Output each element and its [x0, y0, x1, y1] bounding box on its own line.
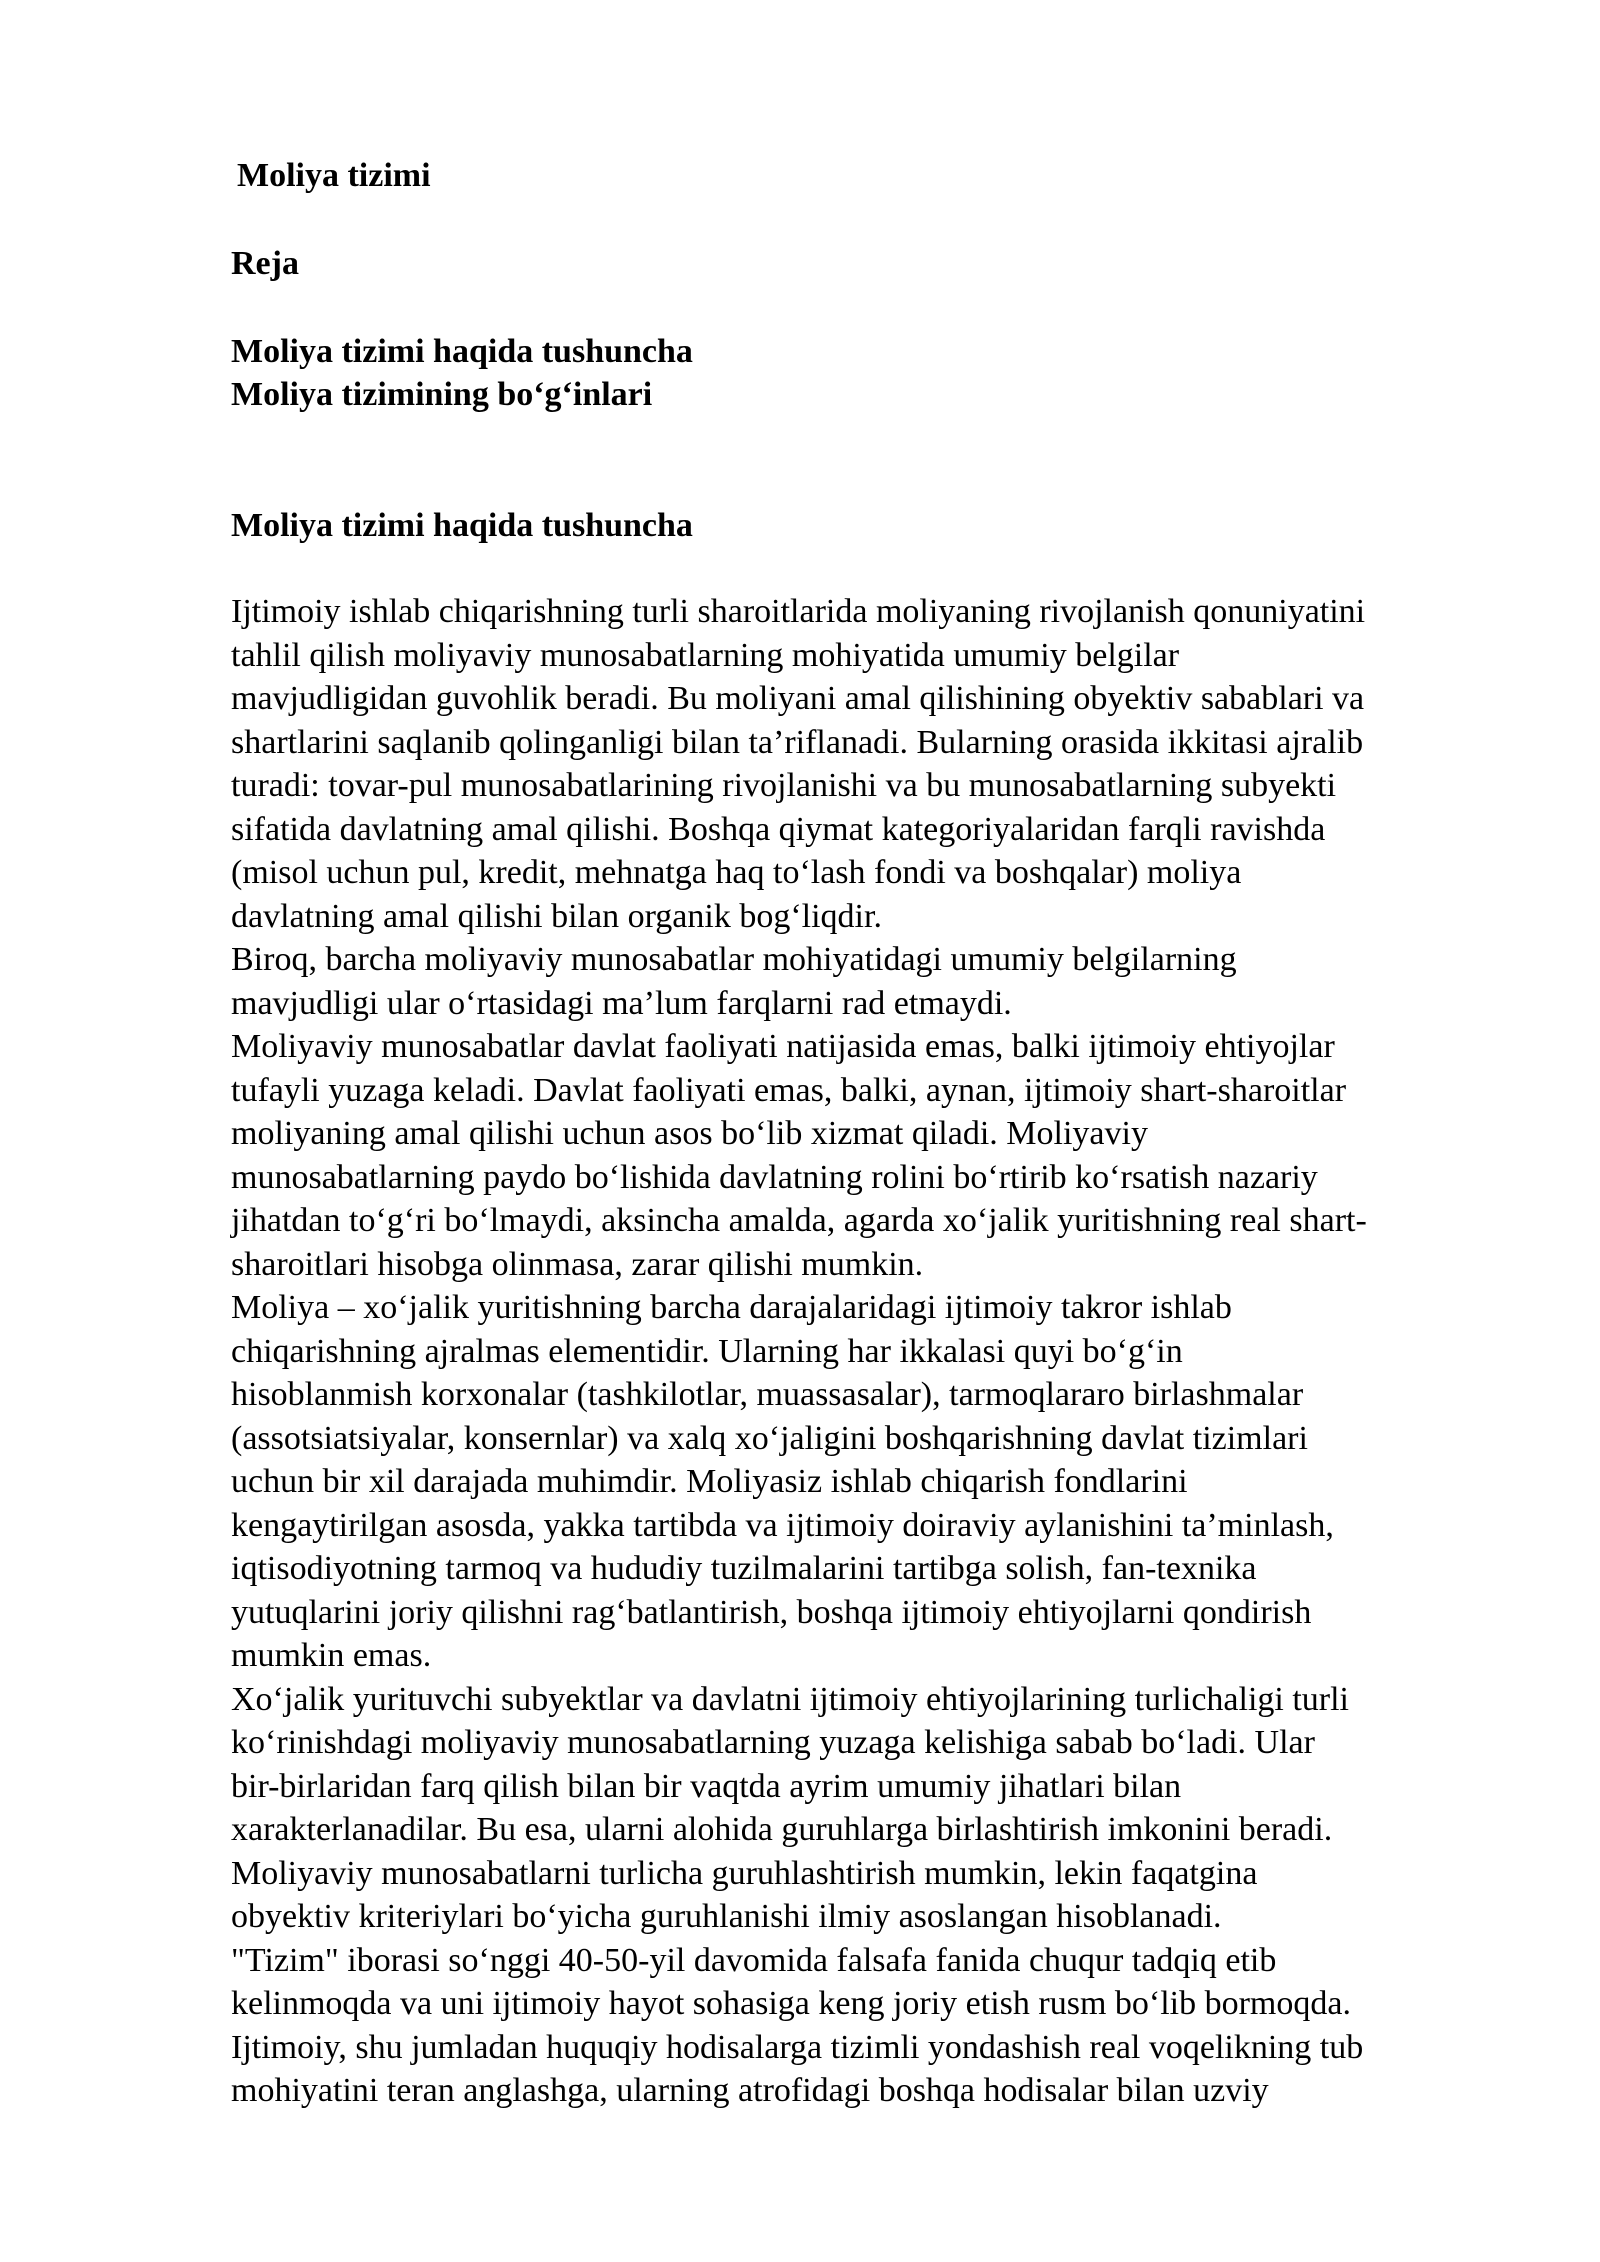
- body-line: Ijtimoiy ishlab chiqarishning turli sharoitlarida moliyaning rivojlanish qonuniyatini: [231, 593, 1366, 630]
- body-line: bir-birlaridan farq qilish bilan bir vaqtda ayrim umumiy jihatlari bilan: [231, 1767, 1182, 1805]
- body-line: moliyaning amal qilishi uchun asos bo‘lib xizmat qiladi. Moliyaviy: [231, 1115, 1148, 1152]
- body-line: (misol uchun pul, kredit, mehnatga haq to‘lash fondi va boshqalar) moliya: [231, 854, 1242, 891]
- body-line: davlatning amal qilishi bilan organik bog‘liqdir.: [231, 897, 882, 935]
- body-line: mavjudligidan guvohlik beradi. Bu moliyani amal qilishining obyektiv sabablari va: [231, 680, 1365, 717]
- body-line: mohiyatini teran anglashga, ularning atrofidagi boshqa hodisalar bilan uzviy: [231, 2072, 1269, 2109]
- body-line: Ijtimoiy, shu jumladan huquqiy hodisalarga tizimli yondashish real voqelikning tub: [231, 2028, 1364, 2066]
- body-line: hisoblanmish korxonalar (tashkilotlar, muassasalar), tarmoqlararo birlashmalar: [231, 1376, 1304, 1413]
- body-line: (assotsiatsiyalar, konsernlar) va xalq xo‘jaligini boshqarishning davlat tizimlari: [231, 1419, 1308, 1457]
- body-line: "Tizim" iborasi so‘nggi 40-50-yil davomida falsafa fanida chuqur tadqiq etib: [231, 1941, 1277, 1979]
- body-line: Xo‘jalik yurituvchi subyektlar va davlatni ijtimoiy ehtiyojlarining turlichaligi turli: [231, 1680, 1349, 1718]
- section-heading: Moliya tizimi haqida tushuncha: [231, 507, 693, 544]
- body-line: mumkin emas.: [231, 1637, 432, 1674]
- body-line: yutuqlarini joriy qilishni rag‘batlantirish, boshqa ijtimoiy ehtiyojlarni qondirish: [231, 1593, 1312, 1631]
- body-line: obyektiv kriteriylari bo‘yicha guruhlanishi ilmiy asoslangan hisoblanadi.: [231, 1898, 1222, 1935]
- plan-item-2: Moliya tizimining bo‘g‘inlari: [231, 376, 653, 413]
- body-line: tahlil qilish moliyaviy munosabatlarning mohiyatida umumiy belgilar: [231, 636, 1180, 674]
- body-line: Moliya – xo‘jalik yuritishning barcha darajalaridagi ijtimoiy takror ishlab: [231, 1289, 1232, 1326]
- plan-heading: Reja: [231, 245, 299, 282]
- body-line: munosabatlarning paydo bo‘lishida davlatning rolini bo‘rtirib ko‘rsatish nazariy: [231, 1158, 1318, 1196]
- body-line: turadi: tovar-pul munosabatlarining rivojlanishi va bu munosabatlarning subyekti: [231, 767, 1337, 804]
- body-line: ko‘rinishdagi moliyaviy munosabatlarning yuzaga kelishiga sabab bo‘ladi. Ular: [231, 1724, 1315, 1761]
- plan-item-1: Moliya tizimi haqida tushuncha: [231, 333, 693, 370]
- body-line: sharoitlari hisobga olinmasa, zarar qilishi mumkin.: [231, 1245, 924, 1283]
- body-line: mavjudligi ular o‘rtasidagi ma’lum farqlarni rad etmaydi.: [231, 984, 1012, 1022]
- document-title: Moliya tizimi: [237, 157, 431, 194]
- body-line: sifatida davlatning amal qilishi. Boshqa qiymat kategoriyalaridan farqli ravishda: [231, 810, 1326, 848]
- body-line: Biroq, barcha moliyaviy munosabatlar mohiyatidagi umumiy belgilarning: [231, 941, 1237, 978]
- body-line: chiqarishning ajralmas elementidir. Ularning har ikkalasi quyi bo‘g‘in: [231, 1332, 1183, 1370]
- body-line: Moliyaviy munosabatlarni turlicha guruhlashtirish mumkin, lekin faqatgina: [231, 1854, 1258, 1892]
- body-line: tufayli yuzaga keladi. Davlat faoliyati emas, balki, aynan, ijtimoiy shart-sharoitlar: [231, 1071, 1347, 1109]
- body-text: [231, 590, 1521, 2113]
- body-line: shartlarini saqlanib qolinganligi bilan ta’riflanadi. Bularning orasida ikkitasi ajralib: [231, 723, 1364, 761]
- body-line: kelinmoqda va uni ijtimoiy hayot sohasiga keng joriy etish rusm bo‘lib bormoqda.: [231, 1985, 1351, 2022]
- body-line: Moliyaviy munosabatlar davlat faoliyati natijasida emas, balki ijtimoiy ehtiyojlar: [231, 1028, 1335, 1065]
- body-line: uchun bir xil darajada muhimdir. Moliyasiz ishlab chiqarish fondlarini: [231, 1463, 1188, 1500]
- body-line: jihatdan to‘g‘ri bo‘lmaydi, aksincha amalda, agarda xo‘jalik yuritishning real shart-: [231, 1202, 1367, 1239]
- body-line: kengaytirilgan asosda, yakka tartibda va ijtimoiy doiraviy aylanishini ta’minlash,: [231, 1506, 1334, 1544]
- body-line: xarakterlanadilar. Bu esa, ularni alohida guruhlarga birlashtirish imkonini beradi.: [231, 1811, 1333, 1848]
- body-line: iqtisodiyotning tarmoq va hududiy tuzilmalarini tartibga solish, fan-texnika: [231, 1550, 1257, 1587]
